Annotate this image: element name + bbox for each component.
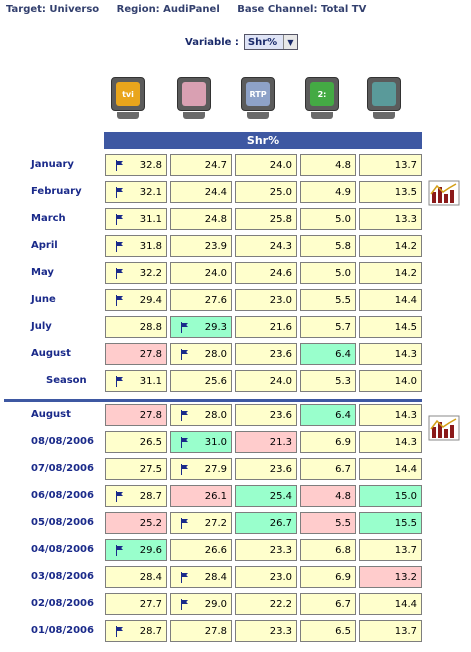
table-cell: [170, 620, 232, 642]
row-label[interactable]: 07/08/2006: [31, 463, 94, 474]
table-cell: [300, 512, 356, 534]
cell-value: 32.2: [139, 267, 162, 279]
table-cell: [170, 485, 232, 507]
row-label[interactable]: August: [31, 409, 71, 420]
table-cell: [235, 458, 297, 480]
cell-value: 28.7: [139, 625, 162, 637]
flag-icon: [181, 518, 190, 529]
report-header: [6, 4, 380, 15]
cell-value: 28.8: [139, 321, 162, 333]
table-cell: [359, 593, 422, 615]
cell-value: 24.7: [204, 159, 227, 171]
table-cell: [235, 235, 297, 257]
table-cell: [170, 512, 232, 534]
cell-value: 31.1: [139, 375, 162, 387]
table-cell: [105, 593, 167, 615]
variable-select[interactable]: [244, 34, 298, 50]
table-cell: [170, 343, 232, 365]
table-cell: [105, 566, 167, 588]
table-cell: [105, 208, 167, 230]
table-cell: [105, 512, 167, 534]
table-cell: [170, 539, 232, 561]
table-cell: [235, 431, 297, 453]
base-channel-label: Base Channel: Total TV: [237, 4, 367, 15]
cell-value: 27.7: [139, 598, 162, 610]
cell-value: 4.8: [335, 490, 351, 502]
cell-value: 23.6: [269, 348, 292, 360]
row-label[interactable]: 06/08/2006: [31, 490, 94, 501]
flag-icon: [116, 214, 125, 225]
cell-value: 25.0: [269, 186, 292, 198]
tvi-icon[interactable]: tvi: [108, 74, 148, 126]
table-cell: [235, 316, 297, 338]
table-cell: [105, 262, 167, 284]
row-label[interactable]: 05/08/2006: [31, 517, 94, 528]
table-cell: [170, 316, 232, 338]
cell-value: 31.1: [139, 213, 162, 225]
table-cell: [105, 343, 167, 365]
cell-value: 14.4: [394, 598, 417, 610]
table-cell: [300, 539, 356, 561]
table-cell: [359, 154, 422, 176]
cell-value: 21.6: [269, 321, 292, 333]
cell-value: 13.7: [394, 544, 417, 556]
table-cell: [105, 404, 167, 426]
table-cell: [170, 208, 232, 230]
cell-value: 6.7: [335, 463, 351, 475]
cell-value: 24.0: [204, 267, 227, 279]
table-cell: [300, 289, 356, 311]
table-cell: [235, 512, 297, 534]
cell-value: 14.3: [394, 409, 417, 421]
flag-icon: [181, 464, 190, 475]
variable-selector: [185, 34, 298, 50]
cell-value: 23.6: [269, 409, 292, 421]
cell-value: 25.2: [139, 517, 162, 529]
row-label[interactable]: August: [31, 348, 71, 359]
cell-value: 14.3: [394, 348, 417, 360]
table-cell: [105, 539, 167, 561]
flag-icon: [116, 545, 125, 556]
row-label[interactable]: 04/08/2006: [31, 544, 94, 555]
cell-value: 5.3: [335, 375, 351, 387]
cell-value: 23.6: [269, 463, 292, 475]
cell-value: 5.0: [335, 213, 351, 225]
table-cell: [235, 620, 297, 642]
table-cell: [105, 289, 167, 311]
cell-value: 31.0: [204, 436, 227, 448]
cell-value: 32.8: [139, 159, 162, 171]
cell-value: 15.0: [394, 490, 417, 502]
cell-value: 24.0: [269, 375, 292, 387]
table-cell: [170, 431, 232, 453]
flag-icon: [181, 410, 190, 421]
cell-value: 24.4: [204, 186, 227, 198]
region-label: Region: AudiPanel: [116, 4, 220, 15]
variable-label: Variable :: [185, 36, 239, 48]
cell-value: 6.4: [335, 348, 351, 360]
table-cell: [359, 431, 422, 453]
row-label[interactable]: July: [31, 321, 52, 332]
table-cell: [359, 512, 422, 534]
cell-value: 15.5: [394, 517, 417, 529]
table-cell: [105, 620, 167, 642]
table-cell: [170, 404, 232, 426]
other-tv-icon[interactable]: [364, 74, 404, 126]
table-cell: [105, 235, 167, 257]
table-cell: [170, 235, 232, 257]
cell-value: 29.4: [139, 294, 162, 306]
row-label[interactable]: February: [31, 186, 82, 197]
cell-value: 23.9: [204, 240, 227, 252]
cell-value: 13.3: [394, 213, 417, 225]
table-cell: [359, 404, 422, 426]
target-label: Target: Universo: [6, 4, 100, 15]
cell-value: 23.0: [269, 294, 292, 306]
cell-value: 27.8: [139, 348, 162, 360]
table-cell: [300, 343, 356, 365]
table-cell: [359, 235, 422, 257]
table-cell: [235, 208, 297, 230]
table-cell: [170, 181, 232, 203]
cell-value: 27.5: [139, 463, 162, 475]
row-label[interactable]: May: [31, 267, 54, 278]
cell-value: 28.0: [204, 348, 227, 360]
flag-icon: [116, 295, 125, 306]
table-cell: [300, 316, 356, 338]
cell-value: 14.3: [394, 436, 417, 448]
cell-value: 26.1: [204, 490, 227, 502]
cell-value: 5.5: [335, 517, 351, 529]
row-label[interactable]: Season: [46, 375, 87, 386]
cell-value: 27.2: [204, 517, 227, 529]
table-cell: [105, 316, 167, 338]
cell-value: 24.6: [269, 267, 292, 279]
table-cell: [300, 593, 356, 615]
row-label[interactable]: 08/08/2006: [31, 436, 94, 447]
table-cell: [359, 566, 422, 588]
table-cell: [235, 181, 297, 203]
cell-value: 27.9: [204, 463, 227, 475]
table-cell: [170, 154, 232, 176]
table-cell: [300, 485, 356, 507]
sic-icon[interactable]: [174, 74, 214, 126]
cell-value: 29.3: [204, 321, 227, 333]
table-cell: [235, 343, 297, 365]
table-cell: [359, 343, 422, 365]
table-cell: [235, 262, 297, 284]
table-cell: [300, 154, 356, 176]
cell-value: 5.8: [335, 240, 351, 252]
flag-icon: [116, 241, 125, 252]
cell-value: 23.3: [269, 544, 292, 556]
row-label[interactable]: 01/08/2006: [31, 625, 94, 636]
cell-value: 32.1: [139, 186, 162, 198]
cell-value: 31.8: [139, 240, 162, 252]
table-cell: [235, 566, 297, 588]
cell-value: 27.8: [204, 625, 227, 637]
table-cell: [359, 485, 422, 507]
cell-value: 5.7: [335, 321, 351, 333]
flag-icon: [116, 376, 125, 387]
cell-value: 5.5: [335, 294, 351, 306]
cell-value: 6.5: [335, 625, 351, 637]
cell-value: 25.8: [269, 213, 292, 225]
cell-value: 6.4: [335, 409, 351, 421]
table-cell: [105, 154, 167, 176]
table-cell: [170, 289, 232, 311]
table-cell: [359, 181, 422, 203]
table-cell: [105, 458, 167, 480]
table-cell: [235, 593, 297, 615]
table-cell: [170, 458, 232, 480]
table-cell: [105, 431, 167, 453]
cell-value: 6.7: [335, 598, 351, 610]
table-cell: [235, 485, 297, 507]
cell-value: 14.5: [394, 321, 417, 333]
cell-value: 14.2: [394, 267, 417, 279]
table-cell: [300, 208, 356, 230]
cell-value: 29.6: [139, 544, 162, 556]
table-cell: [105, 181, 167, 203]
table-cell: [105, 485, 167, 507]
cell-value: 14.0: [394, 375, 417, 387]
flag-icon: [181, 572, 190, 583]
table-cell: [300, 262, 356, 284]
table-cell: [235, 154, 297, 176]
cell-value: 6.8: [335, 544, 351, 556]
cell-value: 4.9: [335, 186, 351, 198]
row-label[interactable]: 02/08/2006: [31, 598, 94, 609]
flag-icon: [116, 160, 125, 171]
flag-icon: [116, 268, 125, 279]
cell-value: 6.9: [335, 571, 351, 583]
rtp1-icon[interactable]: RTP: [238, 74, 278, 126]
row-label[interactable]: January: [31, 159, 74, 170]
cell-value: 14.2: [394, 240, 417, 252]
row-label[interactable]: June: [31, 294, 56, 305]
cell-value: 14.4: [394, 294, 417, 306]
bar-chart-icon[interactable]: [428, 415, 460, 441]
flag-icon: [116, 491, 125, 502]
table-cell: [235, 289, 297, 311]
cell-value: 29.0: [204, 598, 227, 610]
bar-chart-icon[interactable]: [428, 180, 460, 206]
table-cell: [359, 458, 422, 480]
cell-value: 22.2: [269, 598, 292, 610]
cell-value: 13.7: [394, 159, 417, 171]
cell-value: 26.7: [269, 517, 292, 529]
table-cell: [170, 593, 232, 615]
flag-icon: [116, 187, 125, 198]
table-cell: [300, 404, 356, 426]
cell-value: 24.8: [204, 213, 227, 225]
table-cell: [300, 620, 356, 642]
cell-value: 13.7: [394, 625, 417, 637]
cell-value: 6.9: [335, 436, 351, 448]
cell-value: 27.8: [139, 409, 162, 421]
chevron-down-icon[interactable]: ▼: [283, 35, 297, 49]
cell-value: 14.4: [394, 463, 417, 475]
table-cell: [359, 370, 422, 392]
cell-value: 13.2: [394, 571, 417, 583]
cell-value: 27.6: [204, 294, 227, 306]
cell-value: 23.0: [269, 571, 292, 583]
table-cell: [300, 181, 356, 203]
cell-value: 28.0: [204, 409, 227, 421]
table-cell: [235, 539, 297, 561]
table-cell: [300, 566, 356, 588]
cell-value: 25.6: [204, 375, 227, 387]
table-cell: [359, 262, 422, 284]
flag-icon: [181, 349, 190, 360]
variable-value: Shr%: [247, 36, 278, 48]
table-cell: [359, 316, 422, 338]
table-cell: [300, 370, 356, 392]
flag-icon: [181, 599, 190, 610]
cell-value: 28.7: [139, 490, 162, 502]
flag-icon: [116, 626, 125, 637]
cell-value: 26.5: [139, 436, 162, 448]
section-divider: [4, 399, 422, 402]
table-cell: [359, 620, 422, 642]
cell-value: 5.0: [335, 267, 351, 279]
cell-value: 23.3: [269, 625, 292, 637]
table-cell: [359, 289, 422, 311]
table-title: Shr%: [104, 132, 422, 149]
table-cell: [235, 404, 297, 426]
table-cell: [170, 262, 232, 284]
cell-value: 26.6: [204, 544, 227, 556]
cell-value: 21.3: [269, 436, 292, 448]
rtp2-icon[interactable]: 2:: [302, 74, 342, 126]
flag-icon: [181, 322, 190, 333]
table-cell: [300, 235, 356, 257]
cell-value: 28.4: [204, 571, 227, 583]
cell-value: 4.8: [335, 159, 351, 171]
table-cell: [359, 539, 422, 561]
cell-value: 24.3: [269, 240, 292, 252]
flag-icon: [181, 437, 190, 448]
row-label[interactable]: 03/08/2006: [31, 571, 94, 582]
row-label[interactable]: April: [31, 240, 58, 251]
table-cell: [170, 566, 232, 588]
table-cell: [300, 458, 356, 480]
cell-value: 24.0: [269, 159, 292, 171]
cell-value: 13.5: [394, 186, 417, 198]
cell-value: 28.4: [139, 571, 162, 583]
table-cell: [235, 370, 297, 392]
table-cell: [359, 208, 422, 230]
table-cell: [300, 431, 356, 453]
table-cell: [105, 370, 167, 392]
cell-value: 25.4: [269, 490, 292, 502]
row-label[interactable]: March: [31, 213, 66, 224]
table-cell: [170, 370, 232, 392]
